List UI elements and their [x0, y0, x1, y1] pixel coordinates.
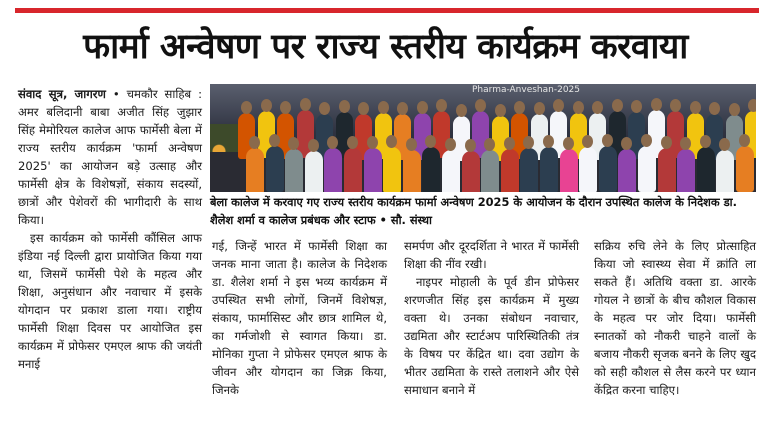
person-head: [709, 102, 720, 115]
person-figure: [540, 147, 558, 192]
person-figure: [285, 149, 303, 192]
person-head: [406, 138, 417, 151]
person-head: [543, 135, 554, 148]
person-figure: [638, 146, 656, 192]
news-photo: [210, 84, 756, 192]
photo-credit: • सौ. संस्था: [379, 213, 432, 227]
person-head: [573, 101, 584, 114]
person-figure: [716, 150, 734, 192]
person-figure: [560, 149, 578, 192]
person-figure: [246, 148, 264, 192]
person-figure: [520, 148, 538, 192]
person-figure: [403, 150, 421, 192]
person-head: [436, 99, 447, 112]
paragraph: इस कार्यक्रम को फार्मेसी कौंसिल आफ इंडिया नई दिल्ली द्वारा प्रायोजित किया गया था, जिसमें फार्मेसी पेशे के महत्व और शिक्षा, अनुसंधान और नवाचार में इसके योगदान पर प्रकाश डाला गया। राष्ट्रीय फार्मेसी शिक्षा दिवस पर आयोजित इस कार्यक्रम में प्रोफेसर एमएल श्राफ की जयंती मनाई: [18, 231, 202, 371]
person-head: [690, 101, 701, 114]
person-head: [367, 136, 378, 149]
person-head: [261, 99, 272, 112]
person-figure: [364, 148, 382, 192]
person-head: [563, 137, 574, 150]
person-figure: [324, 148, 342, 192]
person-head: [308, 139, 319, 152]
person-figure: [481, 150, 499, 192]
person-head: [670, 99, 681, 112]
person-head: [475, 99, 486, 112]
photo-banner-text: Pharma-Anveshan-2025: [472, 85, 581, 95]
person-head: [651, 98, 662, 111]
caption-text: बेला कालेज में करवाए गए राज्य स्तरीय कार्यक्रम फार्मा अन्वेषण 2025 के आयोजन के दौरान उपस्थित कालेज के निदेशक डा. शैलेश शर्मा व कालेज प्रबंधक और स्टाफ: [210, 195, 737, 227]
person-figure: [579, 147, 597, 192]
person-head: [417, 101, 428, 114]
person-head: [504, 137, 515, 150]
person-figure: [658, 148, 676, 192]
person-head: [358, 102, 369, 115]
person-head: [378, 101, 389, 114]
paragraph: समर्पण और दूरदर्शिता ने भारत में फार्मेसी शिक्षा की नींव रखी।: [404, 239, 579, 271]
article-column-3: [404, 237, 579, 399]
person-head: [465, 139, 476, 152]
top-red-rule: [15, 8, 759, 13]
person-head: [602, 134, 613, 147]
person-head: [553, 99, 564, 112]
person-head: [241, 101, 252, 114]
person-figure: [501, 149, 519, 192]
person-figure: [677, 149, 695, 192]
person-head: [456, 104, 467, 117]
paragraph: सक्रिय रुचि लेने के लिए प्रोत्साहित किया जो स्वास्थ्य सेवा में क्रांति ला सकते हैं। अतिथि वक्ता डा. आरके गोयल ने छात्रों के बीच कौशल विकास के महत्व पर जोर दिया। फार्मेसी स्नातकों को नौकरी चाहने वालों के बजाय नौकरी सृजक बनने के लिए खुद को सही कौशल से लैस करने पर ध्यान केंद्रित करना चाहिए।: [594, 239, 756, 397]
article-column-4: [594, 237, 756, 399]
article-column-2: [212, 237, 387, 399]
person-head: [631, 100, 642, 113]
person-figure: [697, 147, 715, 192]
person-head: [612, 99, 623, 112]
paragraph: गई, जिन्हें भारत में फार्मेसी शिक्षा का जनक माना जाता है। कालेज के निदेशक डा. शैलेश शर्मा ने इस भव्य कार्यक्रम में उपस्थित सभी लोगों, जिनमें विशेषज्ञ, संकाय, फार्मासिस्ट और छात्र शामिल थे, का गर्मजोशी से स्वागत किया। डा. मोनिका गुप्ता ने प्रोफेसर एमएल श्राफ के जीवन और योगदान का जिक्र किया, जिनके: [212, 239, 387, 397]
person-head: [700, 135, 711, 148]
person-head: [280, 101, 291, 114]
person-head: [269, 134, 280, 147]
person-head: [484, 138, 495, 151]
person-head: [748, 99, 756, 112]
page-title: फार्मा अन्वेषण पर राज्य स्तरीय कार्यक्रम करवाया: [83, 27, 688, 67]
person-head: [592, 101, 603, 114]
person-head: [339, 100, 350, 113]
person-head: [495, 104, 506, 117]
dateline: संवाद सूत्र, जागरण: [18, 87, 106, 101]
person-head: [534, 102, 545, 115]
person-figure: [305, 151, 323, 192]
person-figure: [462, 151, 480, 192]
photo-caption: [210, 193, 756, 229]
person-head: [729, 103, 740, 116]
person-head: [514, 101, 525, 114]
person-head: [300, 98, 311, 111]
paragraph: नाइपर मोहाली के पूर्व डीन प्रोफेसर शरणजीत सिंह इस कार्यक्रम में मुख्य वक्ता थे। उनका संबोधन नवाचार, उद्यमिता और स्टार्टअप पारिस्थितिकी तंत्र के विषय पर केंद्रित था। दवा उद्योग के भीतर उद्यमिता के रास्ते तलाशने और ऐसे समाधान बनाने में: [404, 275, 579, 397]
person-figure: [599, 146, 617, 192]
article-column-1: [18, 85, 202, 373]
person-figure: [618, 149, 636, 192]
person-figure: [383, 147, 401, 192]
person-figure: [344, 148, 362, 192]
person-figure: [422, 147, 440, 192]
person-figure: [736, 146, 754, 192]
person-figure: [266, 146, 284, 192]
person-head: [319, 102, 330, 115]
person-head: [397, 102, 408, 115]
paragraph: • चमकौर साहिब : अमर बलिदानी बाबा अजीत सिंह जुझार सिंह मेमोरियल कालेज आफ फार्मेसी बेला में राज्य स्तरीय कार्यक्रम 'फार्मा अन्वेषण 2025' का आयोजन बड़े उत्साह और फार्मेसी क्षेत्र के विशेषज्ञों, संकाय सदस्यों, छात्रों और पेशेवरों की भागीदारी के साथ किया।: [18, 87, 202, 227]
person-head: [661, 136, 672, 149]
person-figure: [442, 150, 460, 192]
